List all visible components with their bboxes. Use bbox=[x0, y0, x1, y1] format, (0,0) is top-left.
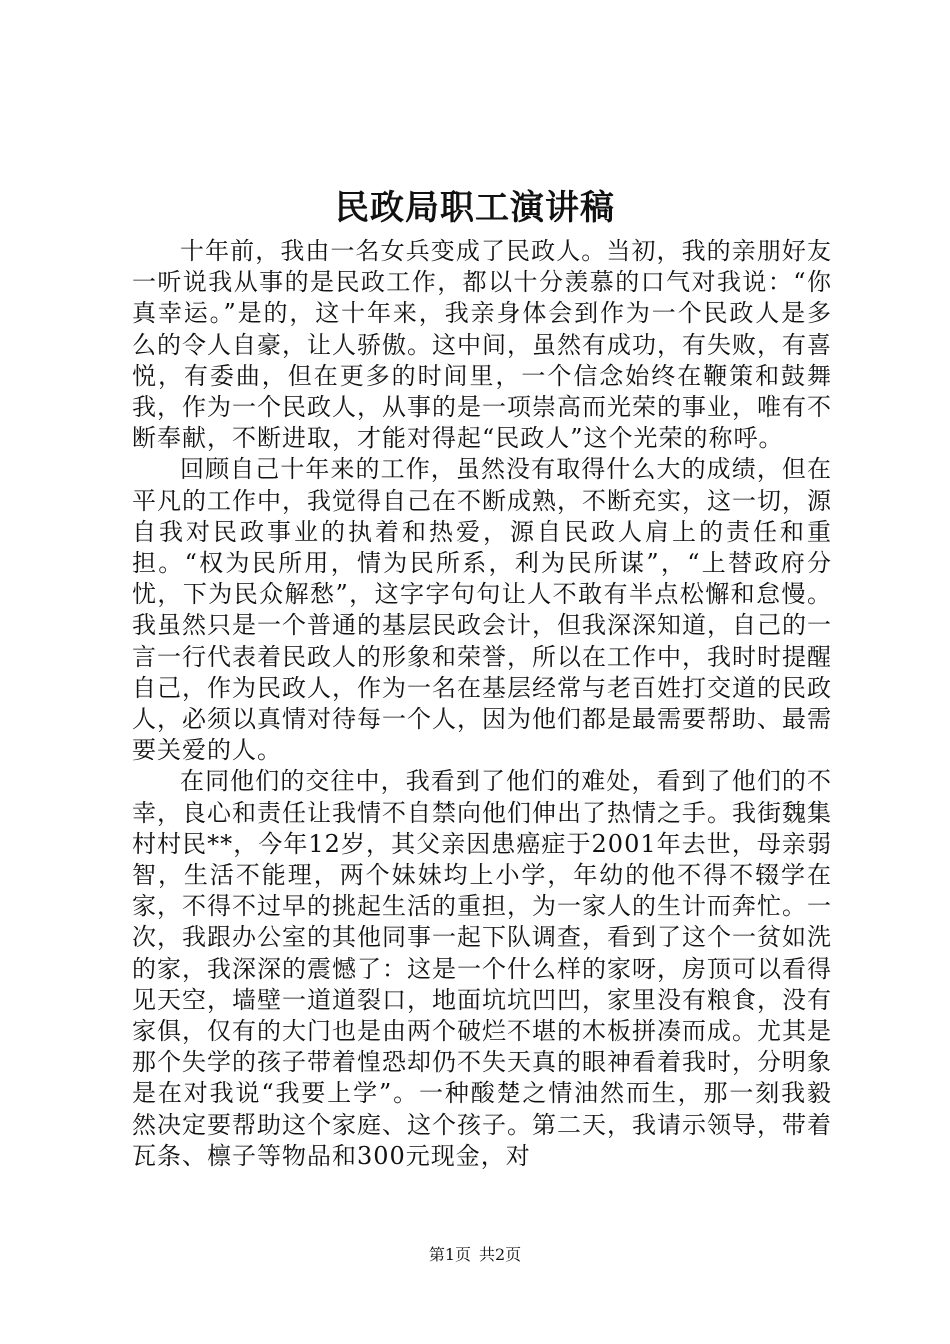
page-total: 共2页 bbox=[479, 1245, 522, 1264]
document-title: 民政局职工演讲稿 bbox=[335, 188, 615, 228]
paragraph-3: 在同他们的交往中，我看到了他们的难处，看到了他们的不幸，良心和责任让我情不自禁向他们伸出了热情之手。我街魏集村村民**，今年12岁，其父亲因患癌症于2001年去世，母亲弱智，生活不能理，两个妹妹均上小学，年幼的他不得不辍学在家，不得不过早的挑起生活的重担，为一家人的生计而奔忙。一次，我跟办公室的其他同事一起下队调查，看到了这个一贫如洗的家，我深深的震憾了：这是一个什么样的家呀，房顶可以看得见天空，墙壁一道道裂口，地面坑坑凹凹，家里没有粮食，没有家俱，仅有的大门也是由两个破烂不堪的木板拼凑而成。尤其是那个失学的孩子带着惶恐却仍不失天真的眼神看着我时，分明象是在对我说“我要上学”。一种酸楚之情油然而生，那一刻我毅然决定要帮助这个家庭、这个孩子。第二天，我请示领导，带着瓦条、檩子等物品和300元现金，对 bbox=[132, 767, 832, 1170]
page-number: 第1页 bbox=[428, 1245, 471, 1264]
paragraph-1: 十年前，我由一名女兵变成了民政人。当初，我的亲朋好友一听说我从事的是民政工作，都以十分羡慕的口气对我说：“你真幸运。”是的，这十年来，我亲身体会到作为一个民政人是多么的令人自豪，让人骄傲。这中间，虽然有成功，有失败，有喜悦，有委曲，但在更多的时间里，一个信念始终在鞭策和鼓舞我，作为一个民政人，从事的是一项崇高而光荣的事业，唯有不断奉献，不断进取，才能对得起“民政人”这个光荣的称呼。 bbox=[132, 237, 832, 453]
paragraph-2: 回顾自己十年来的工作，虽然没有取得什么大的成绩，但在平凡的工作中，我觉得自己在不断成熟，不断充实，这一切，源自我对民政事业的执着和热爱，源自民政人肩上的责任和重担。“权为民所用，情为民所系，利为民所谋”，“上替政府分忧，下为民众解愁”，这字字句句让人不敢有半点松懈和怠慢。我虽然只是一个普通的基层民政会计，但我深深知道，自己的一言一行代表着民政人的形象和荣誉，所以在工作中，我时时提醒自己，作为民政人，作为一名在基层经常与老百姓打交道的民政人，必须以真情对待每一个人，因为他们都是最需要帮助、最需要关爱的人。 bbox=[132, 455, 832, 765]
document-body bbox=[132, 236, 832, 1172]
page-footer bbox=[0, 1244, 950, 1266]
